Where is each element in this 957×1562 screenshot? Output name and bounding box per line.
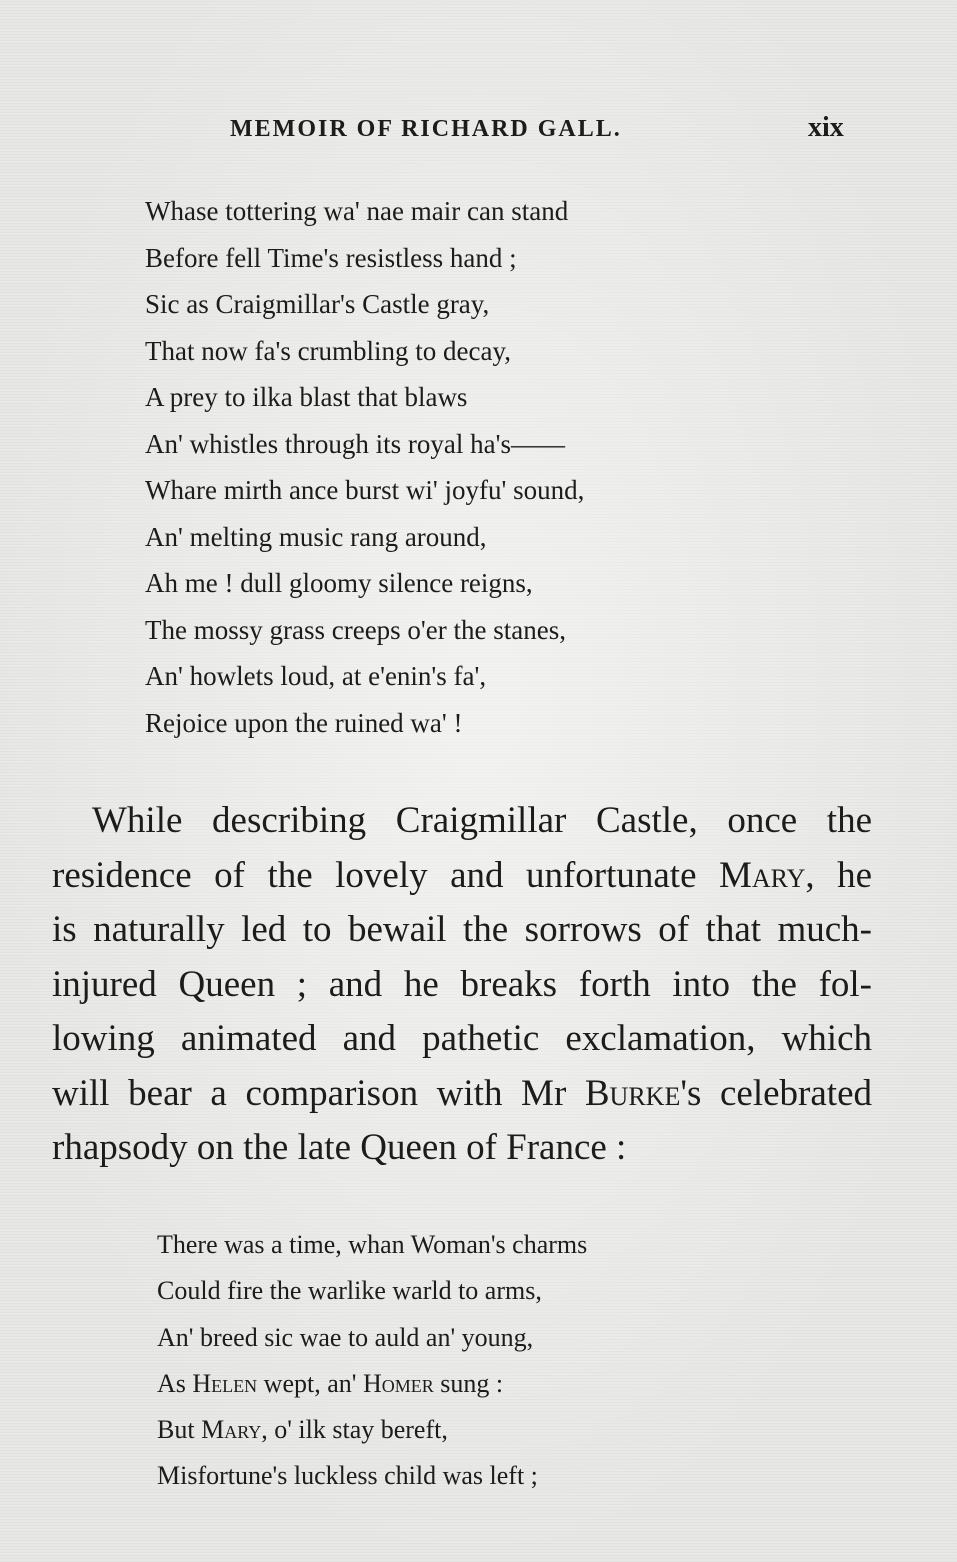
verse-line: Sic as Craigmillar's Castle gray, xyxy=(145,289,490,319)
verse-line: Whare mirth ance burst wi' joyfu' sound, xyxy=(145,475,585,505)
verse-line: Could fire the warlike warld to arms, xyxy=(157,1276,542,1306)
verse-line: A prey to ilka blast that blaws xyxy=(145,382,468,412)
verse-line: An' howlets loud, at e'enin's fa', xyxy=(145,661,487,691)
verse-text: sung : xyxy=(433,1368,504,1398)
name-mary: Mary xyxy=(201,1415,262,1445)
verse-text: wept, an' xyxy=(257,1368,363,1398)
prose-line xyxy=(52,1067,872,1122)
running-head: MEMOIR OF RICHARD GALL. xyxy=(230,116,622,142)
page-number: xix xyxy=(808,112,844,143)
name-mary: Mary xyxy=(718,854,806,896)
verse-line: An' whistles through its royal ha's—— xyxy=(145,428,565,459)
prose-line: rhapsody on the late Queen of France : xyxy=(52,1127,627,1168)
verse-line: There was a time, whan Woman's charms xyxy=(157,1230,588,1259)
prose-text: residence of the lovely and unfortunate xyxy=(52,854,719,896)
prose-paragraph xyxy=(52,794,872,1176)
name-burke: Burke xyxy=(584,1072,681,1114)
verse-line: Whase tottering wa' nae mair can stand xyxy=(145,196,569,226)
verse-line xyxy=(157,1361,587,1407)
prose-text: 's celebrated xyxy=(680,1072,873,1114)
verse-text: As xyxy=(157,1368,193,1398)
verse-line: The mossy grass creeps o'er the stanes, xyxy=(145,614,566,645)
verse-line: An' breed sic wae to auld an' young, xyxy=(157,1322,534,1352)
prose-line xyxy=(52,849,872,904)
verse-text: , o' ilk stay bereft, xyxy=(261,1415,448,1445)
prose-line: While describing Craigmillar Castle, once the xyxy=(92,800,872,841)
verse-line: Rejoice upon the ruined wa' ! xyxy=(145,707,463,738)
prose-text: will bear a comparison with Mr xyxy=(52,1072,585,1114)
name-homer: Homer xyxy=(362,1368,434,1398)
verse-line xyxy=(157,1407,587,1453)
page-header xyxy=(0,112,957,152)
prose-line: injured Queen ; and he breaks forth into the fol- xyxy=(52,963,872,1005)
prose-line: lowing animated and pathetic exclamation, which xyxy=(52,1018,872,1059)
prose-text: , he xyxy=(805,854,872,896)
verse-top xyxy=(145,188,584,746)
verse-line: Ah me ! dull gloomy silence reigns, xyxy=(145,568,533,598)
verse-line: That now fa's crumbling to decay, xyxy=(145,335,512,366)
verse-line: Misfortune's luckless child was left ; xyxy=(157,1461,538,1491)
verse-bottom xyxy=(157,1222,587,1500)
verse-line: Before fell Time's resistless hand ; xyxy=(145,242,517,273)
verse-text: But xyxy=(157,1415,202,1445)
verse-line: An' melting music rang around, xyxy=(145,521,487,552)
name-helen: Helen xyxy=(192,1368,258,1398)
prose-line: is naturally led to bewail the sorrows of that much- xyxy=(52,909,872,950)
